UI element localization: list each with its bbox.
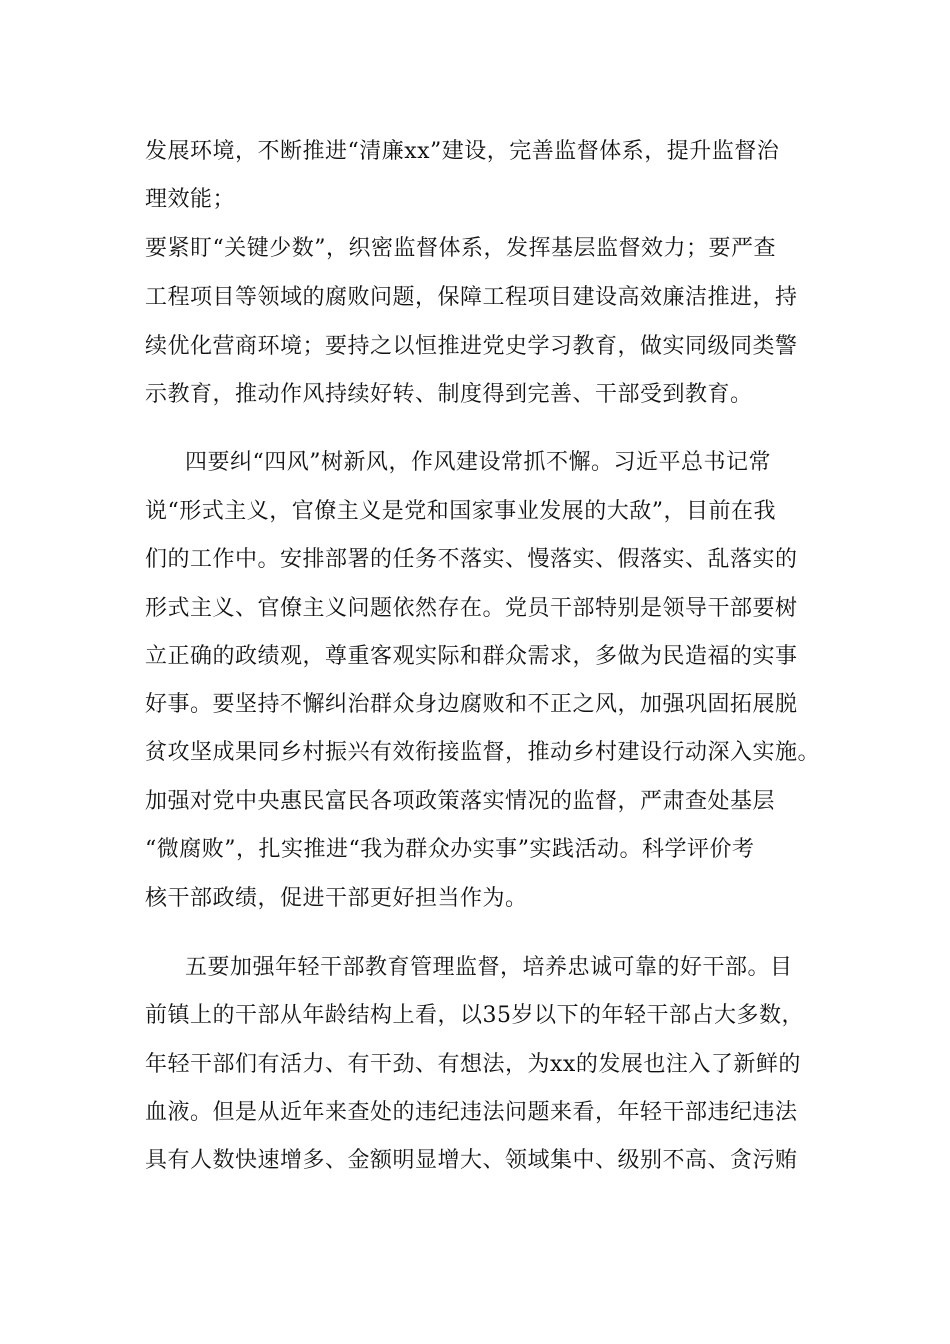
text-line: 立正确的政绩观，尊重客观实际和群众需求，多做为民造福的实事 [145, 644, 798, 669]
text-line: 核干部政绩，促进干部更好担当作为。 [145, 886, 528, 911]
text-line: 说“形式主义，官僚主义是党和国家事业发展的大敌”，目前在我 [145, 499, 776, 524]
text-line: 前镇上的干部从年龄结构上看，以35岁以下的年轻干部占大多数， [145, 1003, 804, 1028]
text-line: 要紧盯“关键少数”，织密监督体系，发挥基层监督效力；要严查 [145, 236, 776, 261]
text-line: 具有人数快速增多、金额明显增大、领域集中、级别不高、贪污贿 [145, 1148, 798, 1173]
text-line: 理效能； [145, 187, 236, 212]
text-line: 年轻干部们有活力、有干劲、有想法，为xx的发展也注入了新鲜的 [145, 1052, 801, 1077]
text-line: “微腐败”，扎实推进“我为群众办实事”实践活动。科学评价考 [145, 837, 755, 862]
text-line: 贫攻坚成果同乡村振兴有效衔接监督，推动乡村建设行动深入实施。 [145, 740, 821, 765]
text-line: 好事。要坚持不懈纠治群众身边腐败和不正之风，加强巩固拓展脱 [145, 692, 798, 717]
text-line: 续优化营商环境；要持之以恒推进党史学习教育，做实同级同类警 [145, 334, 798, 359]
text-line: 加强对党中央惠民富民各项政策落实情况的监督，严肃查处基层 [145, 789, 776, 814]
text-line: 示教育，推动作风持续好转、制度得到完善、干部受到教育。 [145, 382, 753, 407]
text-line: 形式主义、官僚主义问题依然存在。党员干部特别是领导干部要树 [145, 596, 798, 621]
paragraph-start-line: 五要加强年轻干部教育管理监督，培养忠诚可靠的好干部。目 [185, 955, 793, 980]
text-line: 工程项目等领域的腐败问题，保障工程项目建设高效廉洁推进，持 [145, 285, 798, 310]
text-line: 发展环境，不断推进“清廉xx”建设，完善监督体系，提升监督治 [145, 139, 780, 164]
text-line: 血液。但是从近年来查处的违纪违法问题来看，年轻干部违纪违法 [145, 1100, 798, 1125]
paragraph-start-line: 四要纠“四风”树新风，作风建设常抓不懈。习近平总书记常 [185, 450, 771, 475]
text-line: 们的工作中。安排部署的任务不落实、慢落实、假落实、乱落实的 [145, 547, 798, 572]
